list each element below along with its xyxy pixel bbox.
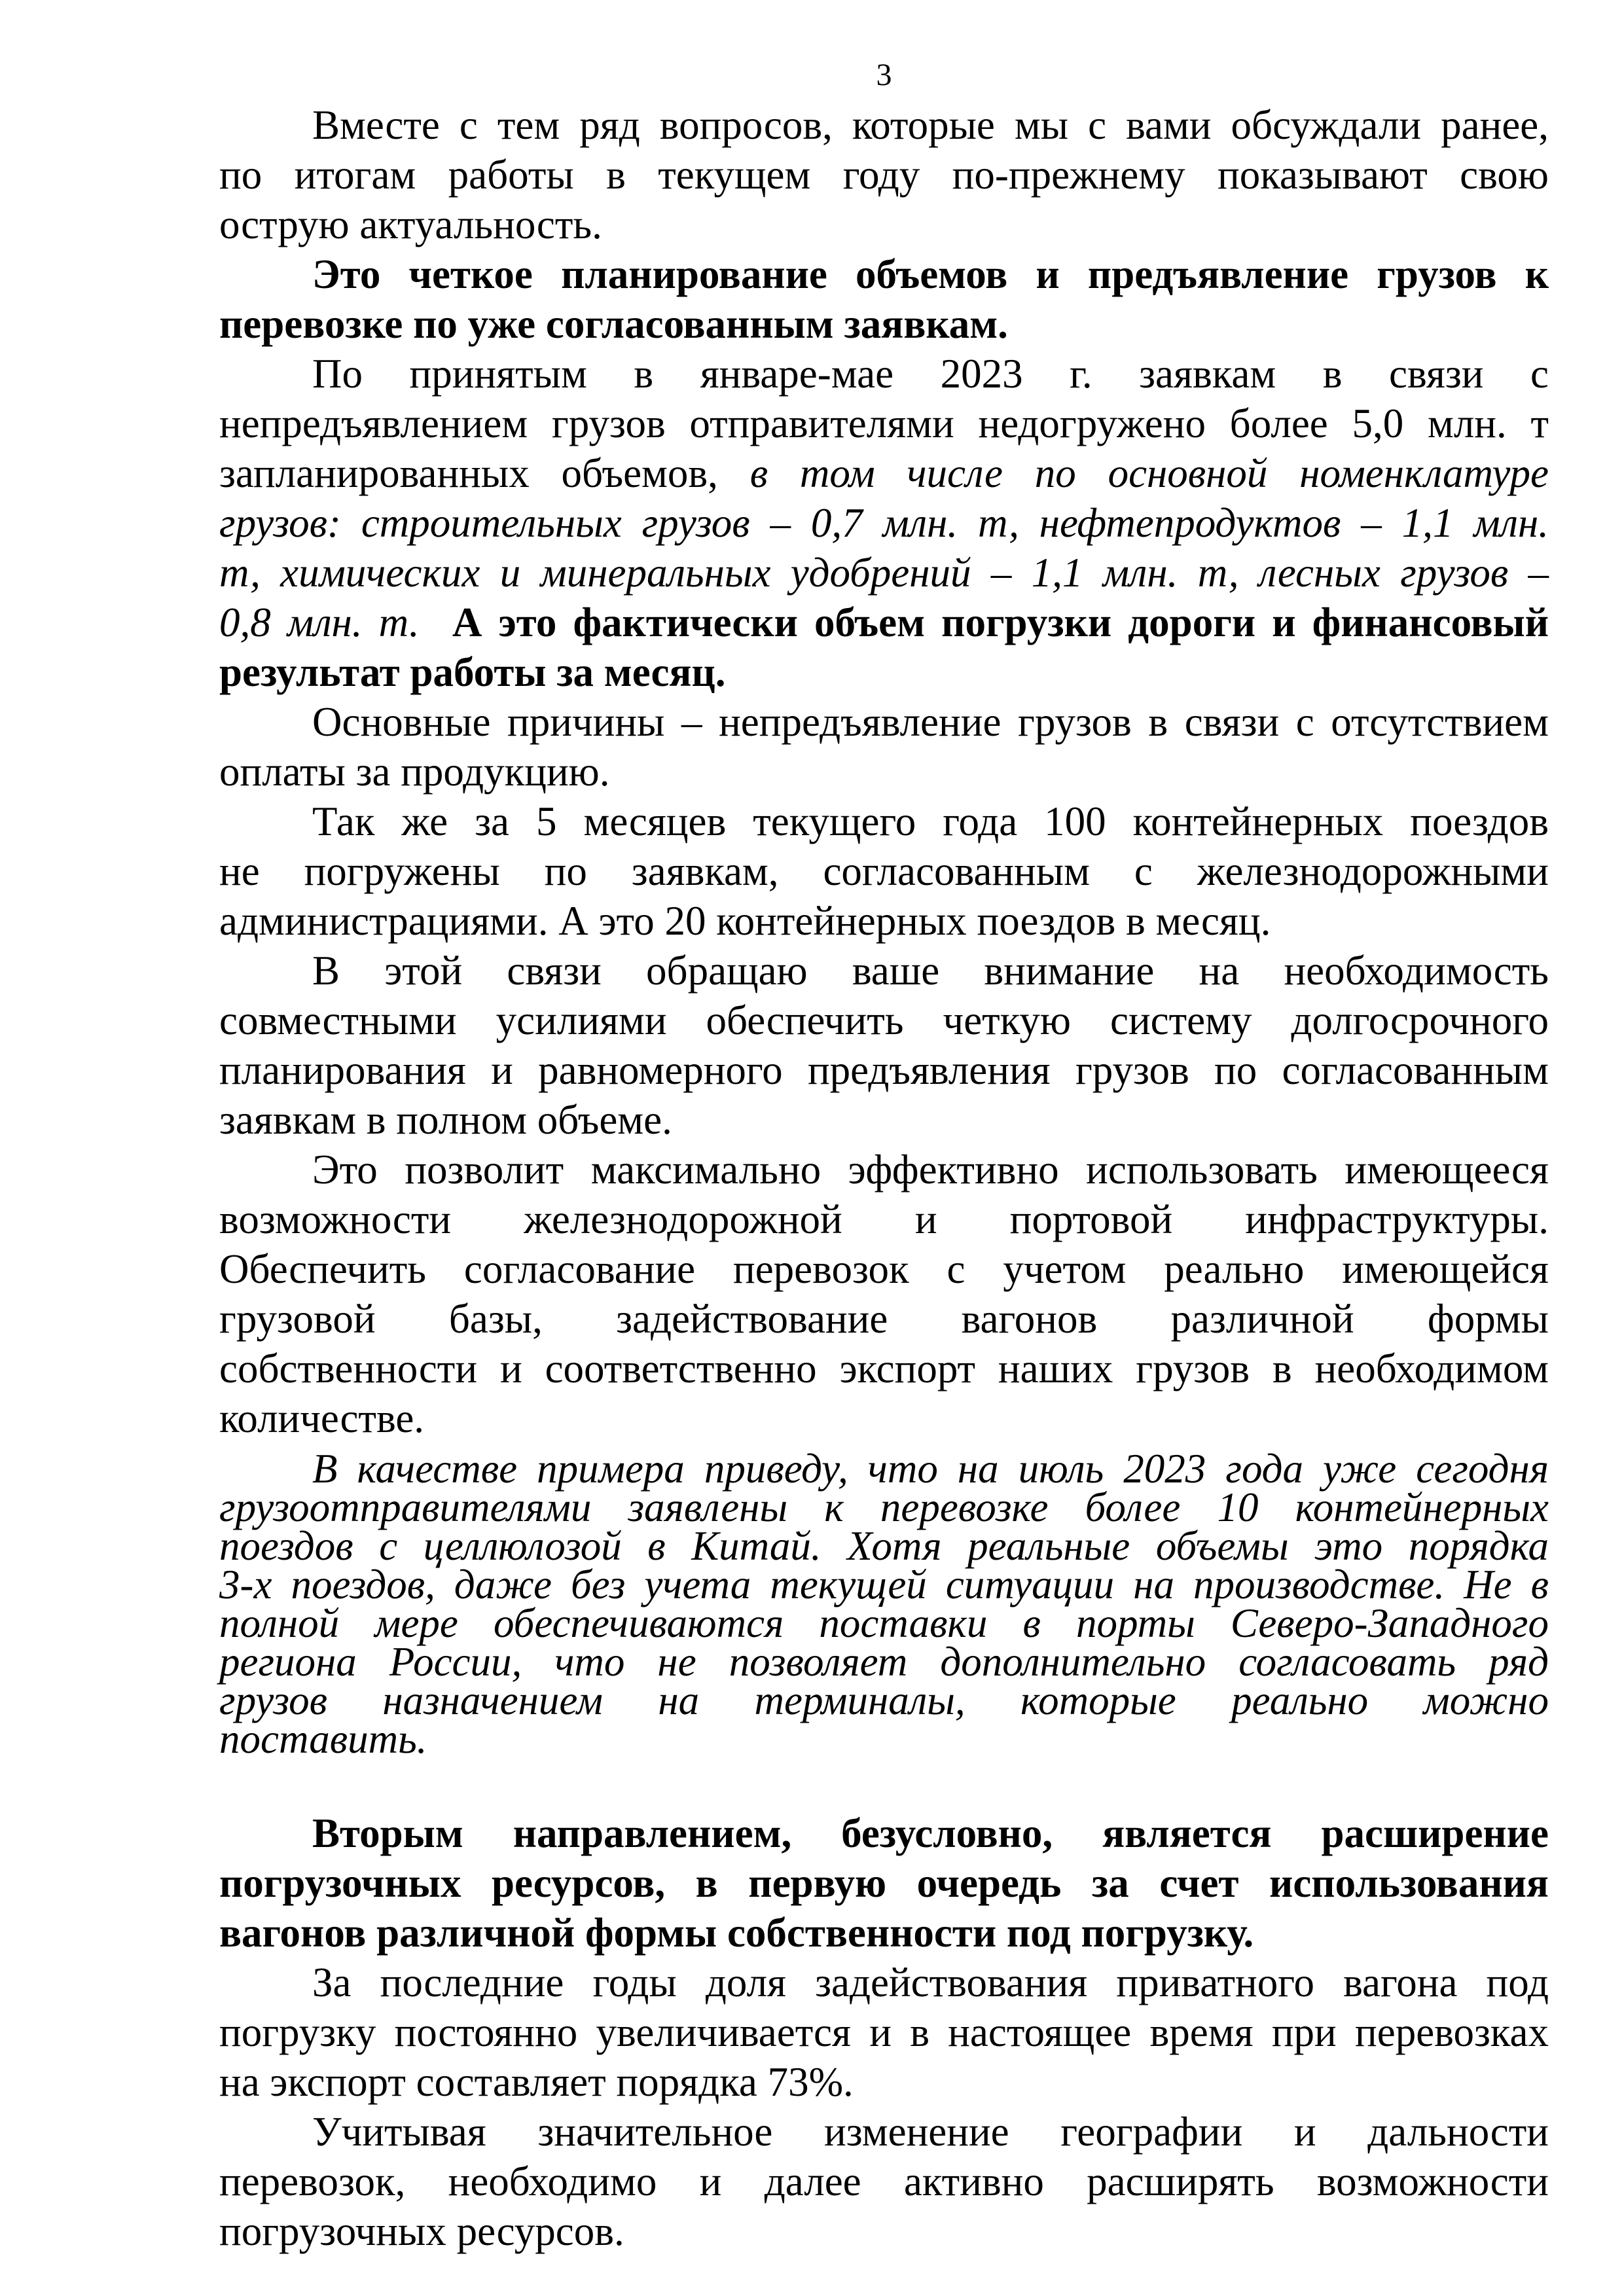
text-line: [219, 2007, 1549, 2057]
text-run: поездов с целлюлозой в Китай. Хотя реальные объемы это порядка: [219, 1523, 1549, 1569]
text-line: [219, 200, 1549, 249]
paragraph: [219, 1808, 1549, 1958]
text-line: [219, 1908, 1549, 1958]
text-run: собственности и соответственно экспорт наших грузов в необходимом: [219, 1346, 1549, 1391]
text-run: грузовой базы, задействование вагонов различной формы: [219, 1296, 1549, 1342]
text-run: грузов: строительных грузов – 0,7 млн. т, нефтепродуктов – 1,1 млн.: [219, 500, 1549, 546]
text-run: погрузку постоянно увеличивается и в настоящее время при перевозках: [219, 2009, 1549, 2055]
paragraph: [219, 100, 1549, 249]
text-run: не погружены по заявкам, согласованным с железнодорожными: [219, 848, 1549, 894]
text-run: Так же за 5 месяцев текущего года 100 контейнерных поездов: [312, 798, 1549, 844]
text-line: [219, 1716, 1549, 1762]
text-run: запланированных объемов,: [219, 450, 750, 496]
text-run: грузов назначением на терминалы, которые реально можно: [219, 1677, 1549, 1723]
text-line: [219, 1344, 1549, 1393]
text-line: [219, 1808, 1549, 1858]
text-line: [219, 1858, 1549, 1908]
text-run: погрузочных ресурсов, в первую очередь за счет использования: [219, 1860, 1549, 1906]
text-run: совместными усилиями обеспечить четкую систему долгосрочного: [219, 997, 1549, 1043]
paragraph: [219, 1446, 1549, 1762]
text-line: [219, 1145, 1549, 1194]
text-line: [219, 448, 1549, 498]
text-line: [219, 1600, 1549, 1646]
paragraph: [219, 1958, 1549, 2107]
paragraph: [219, 349, 1549, 697]
text-line: [219, 647, 1549, 697]
text-run: результат работы за месяц.: [219, 649, 726, 695]
text-run: оплаты за продукцию.: [219, 749, 610, 795]
text-line: [219, 996, 1549, 1045]
text-line: [219, 797, 1549, 846]
text-run: полной мере обеспечиваются поставки в порты Северо-Западного: [219, 1600, 1549, 1646]
text-line: [219, 1639, 1549, 1685]
text-line: [219, 846, 1549, 896]
text-run: Основные причины – непредъявление грузов в связи с отсутствием: [312, 699, 1549, 745]
text-line: [219, 349, 1549, 399]
paragraph: [219, 697, 1549, 797]
text-run: региона России, что не позволяет дополнительно согласовать ряд: [219, 1639, 1549, 1685]
text-line: [219, 1244, 1549, 1294]
text-run: в том числе по основной номенклатуре: [749, 450, 1549, 496]
paragraph-spacer: [219, 1759, 1549, 1808]
text-run: [420, 600, 452, 645]
text-run: Учитывая значительное изменение географии и дальности: [312, 2109, 1549, 2155]
text-line: [219, 249, 1549, 299]
text-run: на экспорт составляет порядка 73%.: [219, 2059, 854, 2105]
text-run: 0,8 млн. т.: [219, 600, 420, 645]
text-line: [219, 896, 1549, 946]
text-run: перевозок, необходимо и далее активно расширять возможности: [219, 2159, 1549, 2204]
text-line: [219, 2107, 1549, 2157]
text-run: грузоотправителями заявлены к перевозке более 10 контейнерных: [219, 1484, 1549, 1530]
page-number: 3: [876, 58, 892, 92]
text-run: планирования и равномерного предъявления грузов по согласованным: [219, 1047, 1549, 1093]
text-line: [219, 2206, 1549, 2256]
text-line: [219, 1393, 1549, 1443]
text-line: [219, 100, 1549, 150]
text-run: перевозке по уже согласованным заявкам.: [219, 301, 1008, 347]
text-run: острую актуальность.: [219, 202, 602, 247]
text-line: [219, 1958, 1549, 2007]
text-run: А это фактически объем погрузки дороги и финансовый: [452, 600, 1549, 645]
text-run: т, химических и минеральных удобрений – 1,1 млн. т, лесных грузов –: [219, 550, 1549, 596]
text-line: [219, 498, 1549, 548]
text-line: [219, 1562, 1549, 1607]
paragraph: [219, 249, 1549, 349]
text-run: 3-х поездов, даже без учета текущей ситуации на производстве. Не в: [219, 1562, 1549, 1607]
text-line: [219, 150, 1549, 200]
text-run: В качестве примера приведу, что на июль 2023 года уже сегодня: [312, 1446, 1549, 1492]
text-run: возможности железнодорожной и портовой инфраструктуры.: [219, 1196, 1549, 1242]
document-body: [219, 100, 1549, 2256]
text-run: Это четкое планирование объемов и предъявление грузов к: [312, 251, 1549, 297]
text-line: [219, 1484, 1549, 1530]
text-run: непредъявлением грузов отправителями недогружено более 5,0 млн. т: [219, 401, 1549, 446]
text-run: количестве.: [219, 1395, 425, 1441]
text-run: поставить.: [219, 1716, 427, 1762]
paragraph: [219, 1145, 1549, 1443]
text-line: [219, 1194, 1549, 1244]
text-line: [219, 2157, 1549, 2206]
text-run: по итогам работы в текущем году по-прежнему показывают свою: [219, 152, 1549, 198]
text-run: В этой связи обращаю ваше внимание на необходимость: [312, 948, 1549, 994]
text-line: [219, 299, 1549, 349]
text-line: [219, 1523, 1549, 1569]
paragraph: [219, 2107, 1549, 2256]
paragraph: [219, 797, 1549, 946]
text-run: По принятым в январе-мае 2023 г. заявкам в связи с: [312, 351, 1549, 397]
text-line: [219, 399, 1549, 448]
paragraph: [219, 946, 1549, 1145]
text-line: [219, 548, 1549, 598]
text-run: Это позволит максимально эффективно использовать имеющееся: [312, 1147, 1549, 1193]
text-run: заявкам в полном объеме.: [219, 1097, 672, 1143]
text-line: [219, 598, 1549, 647]
text-run: Обеспечить согласование перевозок с учетом реально имеющейся: [219, 1246, 1549, 1292]
text-line: [219, 2057, 1549, 2107]
text-line: [219, 747, 1549, 797]
text-line: [219, 946, 1549, 996]
text-run: За последние годы доля задействования приватного вагона под: [312, 1960, 1549, 2005]
text-line: [219, 1446, 1549, 1492]
text-line: [219, 1045, 1549, 1095]
text-line: [219, 1095, 1549, 1145]
text-run: Вместе с тем ряд вопросов, которые мы с вами обсуждали ранее,: [312, 102, 1549, 148]
text-line: [219, 697, 1549, 747]
text-line: [219, 1294, 1549, 1344]
text-run: погрузочных ресурсов.: [219, 2208, 624, 2254]
text-run: администрациями. А это 20 контейнерных поездов в месяц.: [219, 898, 1271, 944]
text-run: вагонов различной формы собственности под погрузку.: [219, 1910, 1254, 1956]
text-run: Вторым направлением, безусловно, является расширение: [312, 1810, 1549, 1856]
text-line: [219, 1677, 1549, 1723]
